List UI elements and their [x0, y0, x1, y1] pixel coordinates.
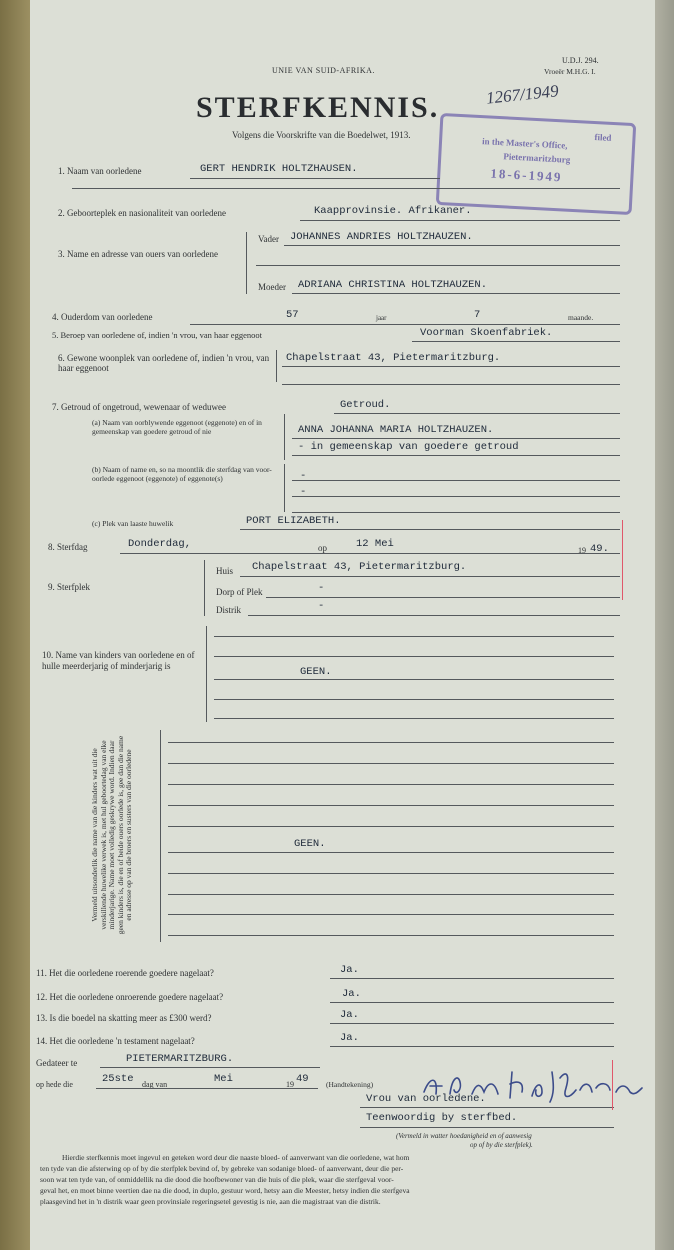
q12-value: Ja.: [342, 988, 361, 1000]
stamp-date: 18-6-1949: [490, 165, 563, 185]
footer-line-4: geval het, en moet binne veertien dae na die dood, in duplo, gestuur word, hetsy aan die Meester, hetsy indien die sterfgeva: [40, 1186, 410, 1195]
q2-label: 2. Geboorteplek en nasionaliteit van oorledene: [58, 208, 226, 218]
binding-edge: [0, 0, 32, 1250]
q7a-label: (a) Naam van oorblywende eggenoot (eggenote) en of in gemeenskap van goedere getroud of nie: [92, 418, 262, 436]
q4-label: 4. Ouderdom van oorledene: [52, 312, 153, 322]
q13-value: Ja.: [340, 1009, 359, 1021]
red-margin-mark: [622, 520, 623, 600]
masters-office-stamp: [436, 113, 637, 215]
q7b-value-2: -: [300, 486, 307, 498]
q14-label: 14. Het die oorledene 'n testament nagelaat?: [36, 1036, 195, 1046]
page-subtitle: Volgens die Voorskrifte van die Boedelwet, 1913.: [232, 130, 411, 140]
q4-jaar-label: jaar: [376, 314, 387, 322]
q4-maande-label: maande.: [568, 313, 594, 322]
siblings-instruction: [62, 735, 162, 935]
red-margin-mark-lower: [612, 1060, 613, 1110]
dated-year: 49: [296, 1073, 309, 1085]
dated-year-prefix: 19: [286, 1080, 294, 1089]
q8-year: 49.: [590, 543, 609, 555]
q14-value: Ja.: [340, 1032, 359, 1044]
stamp-corner-text: filed: [594, 132, 612, 143]
country-heading: UNIE VAN SUID-AFRIKA.: [272, 66, 375, 75]
q7a-value-1: ANNA JOHANNA MARIA HOLTZHAUZEN.: [298, 424, 494, 436]
footer-line-1: Hierdie sterfkennis moet ingevul en geteken word deur die naaste bloed- of aanverwant van die oorledene, wat hom: [62, 1153, 410, 1162]
q10-label: 10. Name van kinders van oorledene en of hulle meerderjarig of minderjarig is: [42, 650, 195, 671]
dated-day-of-label: dag van: [142, 1080, 168, 1089]
q5-label: 5. Beroep van oorledene of, indien 'n vrou, van haar eggenoot: [52, 330, 262, 340]
form-number: U.D.J. 294.: [562, 56, 599, 65]
q8-date: 12 Mei: [356, 538, 394, 550]
dated-at-label: Gedateer te: [36, 1058, 78, 1068]
q3-mother-value: ADRIANA CHRISTINA HOLTZHAUZEN.: [298, 279, 488, 291]
q7-label: 7. Getroud of ongetroud, wewenaar of weduwee: [52, 402, 226, 412]
footer-line-2: ten tyde van die afsterwing op of by die sterfplek bevind of, by gebreke van sodanige bloed- of aanverwant, deur die per-: [40, 1164, 404, 1173]
q1-label: 1. Naam van oorledene: [58, 166, 142, 176]
q7c-label: (c) Plek van laaste huwelik: [92, 519, 174, 528]
q9-district-label: Distrik: [216, 605, 242, 615]
q8-label: 8. Sterfdag: [48, 542, 88, 552]
dated-place: PIETERMARITZBURG.: [126, 1053, 234, 1065]
signature-label: (Handtekening): [326, 1080, 374, 1089]
q8-op-label: op: [318, 543, 327, 553]
q7-value: Getroud.: [340, 399, 391, 411]
q11-value: Ja.: [340, 964, 359, 976]
q4-months: 7: [474, 309, 481, 321]
q8-day: Donderdag,: [128, 538, 192, 550]
q7c-value: PORT ELIZABETH.: [246, 515, 341, 527]
q7b-value-1: -: [300, 470, 307, 482]
q3-father-label: Vader: [258, 234, 279, 244]
q11-label: 11. Het die oorledene roerende goedere nagelaat?: [36, 968, 214, 978]
q9-district-value: -: [318, 600, 325, 612]
q4-years: 57: [286, 309, 299, 321]
signer-role-2: Teenwoordig by sterfbed.: [366, 1112, 518, 1124]
q12-label: 12. Het die oorledene onroerende goedere nagelaat?: [36, 992, 224, 1002]
q9-town-label: Dorp of Plek: [216, 587, 263, 597]
q7a-value-2: - in gemeenskap van goedere getroud: [298, 441, 519, 453]
q13-label: 13. Is die boedel na skatting meer as £300 werd?: [36, 1013, 212, 1023]
q3-mother-label: Moeder: [258, 282, 286, 292]
q6-value: Chapelstraat 43, Pietermaritzburg.: [286, 352, 501, 364]
q6-label: 6. Gewone woonplek van oorledene of, indien 'n vrou, van haar eggenoot: [58, 353, 270, 373]
form-previous-number: Vroeër M.H.G. I.: [544, 67, 596, 76]
q9-town-value: -: [318, 582, 325, 594]
footer-line-3: soon wat ten tyde van, of onmiddellik na die dood die hoofbewoner van die huis of die plek, waar die sterfgeval voor-: [40, 1175, 394, 1184]
footer-line-5: plaasgevind het in 'n distrik waar geen provinsiale regeringsetel gevestig is nie, aan die magistraat van die distrik.: [40, 1197, 381, 1206]
dated-month: Mei: [214, 1073, 233, 1085]
siblings-value: GEEN.: [294, 838, 326, 850]
file-number-handwritten: 1267/1949: [485, 81, 560, 108]
q5-value: Voorman Skoenfabriek.: [420, 327, 553, 339]
stamp-line-1: in the Master's Office,: [481, 136, 568, 151]
q1-value: GERT HENDRIK HOLTZHAUSEN.: [200, 163, 358, 175]
siblings-label: Vermeld uitsonderlik die name van die kinders wat uit die verskillende huwelike verwek is, met hul geboortedag van elke minderjarige. Name moet volledig geskrywe word. Indien daar geen kinders is, die en of beide ouers oorlede is, gee dan die name en adresse op van die broers en susters van die oorledene: [89, 735, 133, 935]
q9-label: 9. Sterfplek: [48, 582, 90, 592]
q9-house-label: Huis: [216, 566, 234, 576]
dated-day: 25ste: [102, 1073, 134, 1085]
stamp-line-2: Pietermaritzburg: [503, 151, 571, 165]
q7b-label: (b) Naam of name en, so na moontlik die sterfdag van voor-oorlede eggenoot (eggenote) of eggenote(s): [92, 465, 272, 483]
q9-house-value: Chapelstraat 43, Pietermaritzburg.: [252, 561, 467, 573]
q3-label: 3. Name en adresse van ouers van oorledene: [58, 249, 218, 259]
q10-value: GEEN.: [300, 666, 332, 678]
signer-role-1: Vrou van oorledene.: [366, 1093, 486, 1105]
q3-father-value: JOHANNES ANDRIES HOLTZHAUZEN.: [290, 231, 473, 243]
q2-value: Kaapprovinsie. Afrikaner.: [314, 205, 472, 217]
page-title: STERFKENNIS.: [196, 91, 440, 124]
dated-on-label: op hede die: [36, 1080, 73, 1089]
q8-year-prefix: 19: [578, 546, 586, 555]
signer-role-note-1: (Vermeld in watter hoedanigheid en of aanwesig: [396, 1132, 532, 1140]
signer-role-note-2: op of by die sterfplek).: [470, 1141, 533, 1149]
